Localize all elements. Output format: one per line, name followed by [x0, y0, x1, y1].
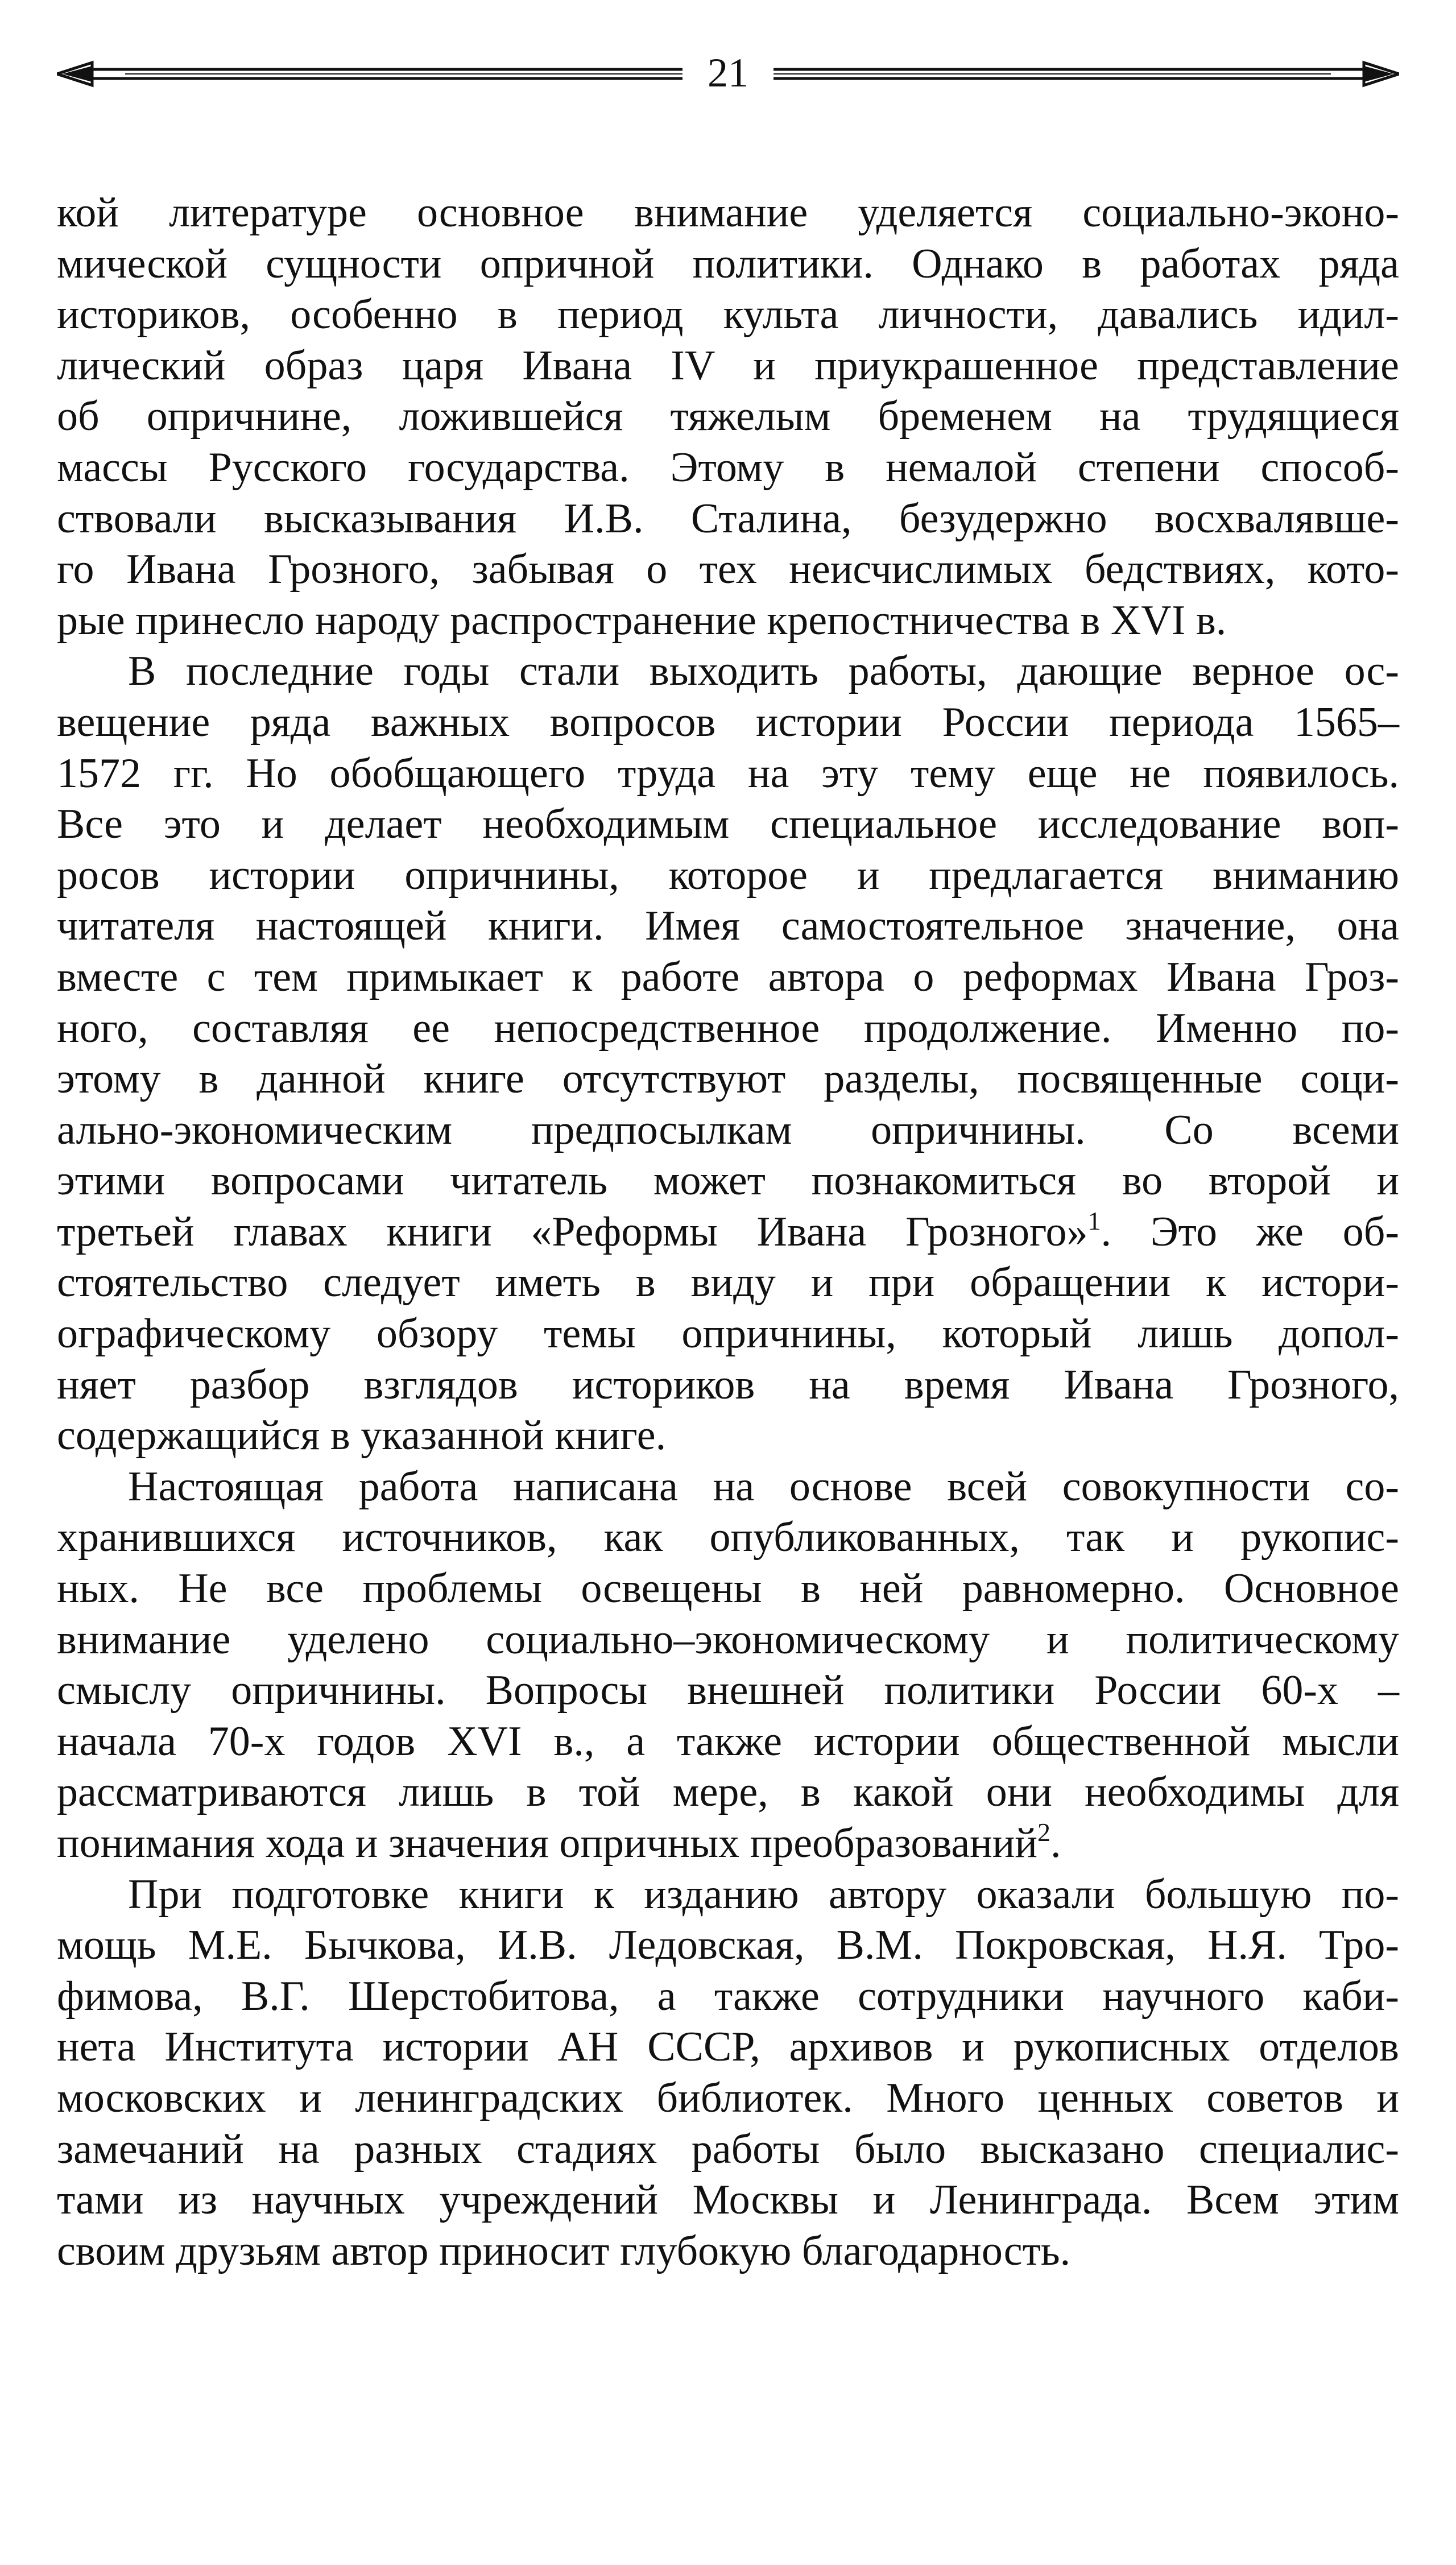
text-line	[57, 748, 1399, 800]
paragraph	[57, 188, 1399, 646]
text-line	[57, 952, 1399, 1003]
text-line	[57, 1462, 1399, 1513]
line-text: вещение ряда важных вопросов истории России периода 1565–	[57, 698, 1399, 746]
text-line	[57, 799, 1399, 850]
line-text: Настоящая работа написана на основе всей совокупности со-	[128, 1463, 1399, 1510]
line-text: своим друзьям автор приносит глубокую благодарность.	[57, 2227, 1071, 2274]
text-line	[57, 1410, 1399, 1462]
text-line	[57, 442, 1399, 494]
line-text: третьей главах книги «Реформы Ивана Грозного»	[57, 1208, 1088, 1255]
paragraph	[57, 646, 1399, 1462]
line-text: Все это и делает необходимым специальное исследование воп-	[57, 801, 1399, 848]
footnote-trailing-text: .	[1050, 1820, 1061, 1867]
line-text: этими вопросами читатель может познакомиться во второй и	[57, 1157, 1399, 1205]
line-text: кой литературе основное внимание уделяется социально-эконо-	[57, 189, 1399, 236]
line-text: рые принесло народу распространение крепостничества в XVI в.	[57, 597, 1227, 644]
text-line	[57, 2226, 1399, 2277]
line-text: ографическому обзору темы опричнины, который лишь допол-	[57, 1310, 1399, 1358]
line-text: читателя настоящей книги. Имея самостоятельное значение, она	[57, 903, 1399, 950]
line-text: го Ивана Грозного, забывая о тех неисчислимых бедствиях, кото-	[57, 546, 1399, 593]
line-text: вместе с тем примыкает к работе автора о реформах Ивана Гроз-	[57, 953, 1399, 1000]
text-line	[57, 1054, 1399, 1105]
footnote-mark: 1	[1087, 1206, 1101, 1235]
line-text: внимание уделено социально–экономическому и политическому	[57, 1616, 1399, 1663]
footnote-mark: 2	[1037, 1818, 1050, 1847]
text-line	[57, 1156, 1399, 1207]
text-line	[57, 341, 1399, 392]
footnote-trailing-text: . Это же об-	[1101, 1208, 1399, 1255]
line-text: При подготовке книги к изданию автору оказали большую по-	[128, 1871, 1399, 1918]
text-line	[57, 1665, 1399, 1716]
text-line	[57, 1971, 1399, 2022]
line-text: няет разбор взглядов историков на время Ивана Грозного,	[57, 1361, 1399, 1408]
line-text: смыслу опричнины. Вопросы внешней политики России 60-х –	[57, 1667, 1399, 1714]
text-line	[57, 1615, 1399, 1666]
line-text: массы Русского государства. Этому в немалой степени способ-	[57, 444, 1399, 491]
text-line	[57, 1716, 1399, 1768]
line-text: об опричнине, ложившейся тяжелым бременем на трудящиеся	[57, 393, 1399, 440]
line-text: понимания хода и значения опричных преобразований	[57, 1820, 1037, 1867]
line-text: рассматриваются лишь в той мере, в какой они необходимы для	[57, 1769, 1399, 1816]
text-line	[57, 2073, 1399, 2124]
text-line	[57, 1360, 1399, 1411]
line-text: ных. Не все проблемы освещены в ней равномерно. Основное	[57, 1565, 1399, 1612]
line-text: фимова, В.Г. Шерстобитова, а также сотрудники научного каби-	[57, 1972, 1399, 2020]
text-line	[57, 697, 1399, 748]
text-line	[57, 391, 1399, 442]
text-line	[57, 850, 1399, 901]
text-line	[57, 2175, 1399, 2226]
line-text: мощь М.Е. Бычкова, И.В. Ледовская, В.М. Покровская, Н.Я. Тро-	[57, 1922, 1399, 1969]
body-text	[57, 188, 1399, 2277]
text-line	[57, 2022, 1399, 2073]
line-text: ствовали высказывания И.В. Сталина, безудержно восхвалявше-	[57, 495, 1399, 542]
text-line	[57, 1920, 1399, 1971]
page-number-text: 21	[693, 50, 763, 96]
paragraph	[57, 1869, 1399, 2277]
text-line	[57, 1512, 1399, 1563]
line-text: замечаний на разных стадиях работы было высказано специалис-	[57, 2125, 1399, 2173]
line-text: стоятельство следует иметь в виду и при обращении к истори-	[57, 1259, 1399, 1306]
text-line	[57, 2124, 1399, 2175]
line-text: тами из научных учреждений Москвы и Ленинграда. Всем этим	[57, 2177, 1399, 2224]
text-line	[57, 1869, 1399, 1921]
text-line	[57, 1563, 1399, 1615]
line-text: хранившихся источников, как опубликованных, так и рукопис-	[57, 1514, 1399, 1561]
line-text: 1572 гг. Но обобщающего труда на эту тему еще не появилось.	[57, 750, 1399, 797]
line-text: историков, особенно в период культа личности, давались идил-	[57, 291, 1399, 338]
page-number	[57, 44, 1399, 101]
line-text: лический образ царя Ивана IV и приукрашенное представление	[57, 342, 1399, 389]
text-line	[57, 544, 1399, 595]
line-text: ного, составляя ее непосредственное продолжение. Именно по-	[57, 1004, 1399, 1052]
page-header	[57, 40, 1399, 108]
line-text: мической сущности опричной политики. Однако в работах ряда	[57, 240, 1399, 287]
text-line	[57, 901, 1399, 952]
paragraph	[57, 1462, 1399, 1869]
text-line	[57, 1257, 1399, 1309]
text-line	[57, 1767, 1399, 1818]
text-line	[57, 494, 1399, 545]
text-line	[57, 1207, 1399, 1258]
line-text: нета Института истории АН СССР, архивов и рукописных отделов	[57, 2024, 1399, 2071]
line-text: В последние годы стали выходить работы, дающие верное ос-	[128, 648, 1399, 695]
line-text: московских и ленинградских библиотек. Много ценных советов и	[57, 2074, 1399, 2121]
line-text: ально-экономическим предпосылкам опричнины. Со всеми	[57, 1106, 1399, 1153]
book-page	[57, 40, 1399, 2277]
text-line	[57, 1003, 1399, 1054]
text-line	[57, 289, 1399, 341]
line-text: росов истории опричнины, которое и предлагается вниманию	[57, 851, 1399, 899]
line-text: начала 70-х годов XVI в., а также истории общественной мысли	[57, 1718, 1399, 1765]
text-line	[57, 1309, 1399, 1360]
text-line	[57, 595, 1399, 647]
line-text: этому в данной книге отсутствуют разделы, посвященные соци-	[57, 1056, 1399, 1103]
text-line	[57, 239, 1399, 290]
line-text: содержащийся в указанной книге.	[57, 1412, 667, 1459]
text-line	[57, 188, 1399, 239]
text-line	[57, 1818, 1399, 1869]
text-line	[57, 1105, 1399, 1156]
text-line	[57, 646, 1399, 697]
